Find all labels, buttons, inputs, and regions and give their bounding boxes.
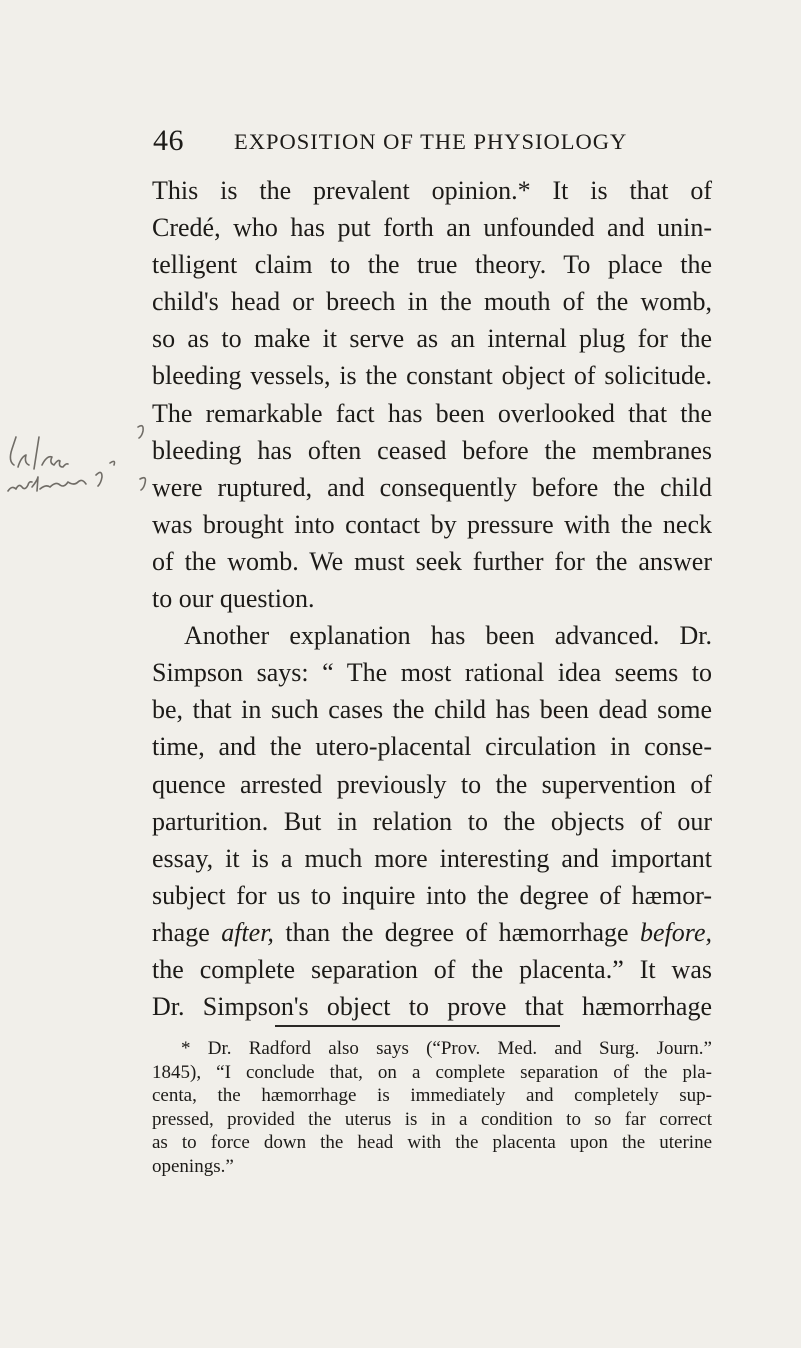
- page-number: 46: [153, 124, 184, 157]
- text-line: to our question.: [152, 584, 315, 614]
- text-line: bleeding has often ceased before the membranes: [152, 435, 712, 465]
- handwritten-margin-note: [0, 405, 150, 495]
- footnote-line: pressed, provided the uterus is in a condition to so far correct: [152, 1108, 712, 1130]
- text-line: Simpson says: “ The most rational idea seems to: [152, 658, 712, 688]
- text-line: be, that in such cases the child has been dead some: [152, 695, 712, 725]
- footnote: [152, 1037, 712, 1179]
- text-line: were ruptured, and consequently before the child: [152, 472, 712, 502]
- pencil-scribble-icon: [0, 405, 150, 495]
- text-line: telligent claim to the true theory. To place the: [152, 250, 712, 280]
- text-fragment: than the degree of hæmorrhage: [285, 917, 629, 947]
- footnote-line: 1845), “I conclude that, on a complete separation of the pla-: [152, 1061, 712, 1083]
- footnote-line: as to force down the head with the placenta upon the uterine: [152, 1132, 712, 1154]
- running-head: EXPOSITION OF THE PHYSIOLOGY: [234, 129, 628, 154]
- text-line: quence arrested previously to the supervention of: [152, 769, 712, 799]
- footnote-separator: [275, 1025, 560, 1027]
- text-line: time, and the utero-placental circulation in conse-: [152, 732, 712, 762]
- text-line: The remarkable fact has been overlooked that the: [152, 398, 712, 428]
- text-line: Another explanation has been advanced. Dr.: [184, 621, 712, 651]
- footnote-line: * Dr. Radford also says (“Prov. Med. and Surg. Journ.”: [181, 1038, 712, 1059]
- text-line: subject for us to inquire into the degree of hæmor-: [152, 880, 712, 910]
- footnote-line: centa, the hæmorrhage is immediately and completely sup-: [152, 1085, 712, 1107]
- italic-word-after: after,: [221, 917, 274, 947]
- text-line: the complete separation of the placenta.” It was: [152, 954, 712, 984]
- text-line: Credé, who has put forth an unfounded and unin-: [152, 213, 712, 243]
- text-line: was brought into contact by pressure with the neck: [152, 509, 712, 539]
- footnote-line: openings.”: [152, 1155, 234, 1177]
- text-fragment: rhage: [152, 917, 210, 947]
- text-line-mixed: [152, 914, 712, 951]
- text-line: child's head or breech in the mouth of the womb,: [152, 287, 712, 317]
- body-text: [152, 172, 712, 1025]
- text-line: so as to make it serve as an internal plug for the: [152, 324, 712, 354]
- page-header: [0, 124, 801, 164]
- text-line: This is the prevalent opinion.* It is that of: [152, 176, 712, 205]
- text-line: parturition. But in relation to the objects of our: [152, 806, 712, 836]
- text-line: Dr. Simpson's object to prove that hæmorrhage: [152, 992, 712, 1022]
- text-line: essay, it is a much more interesting and important: [152, 843, 712, 873]
- text-line: of the womb. We must seek further for the answer: [152, 546, 712, 576]
- italic-word-before: before,: [640, 917, 713, 947]
- text-line: bleeding vessels, is the constant object of solicitude.: [152, 361, 712, 391]
